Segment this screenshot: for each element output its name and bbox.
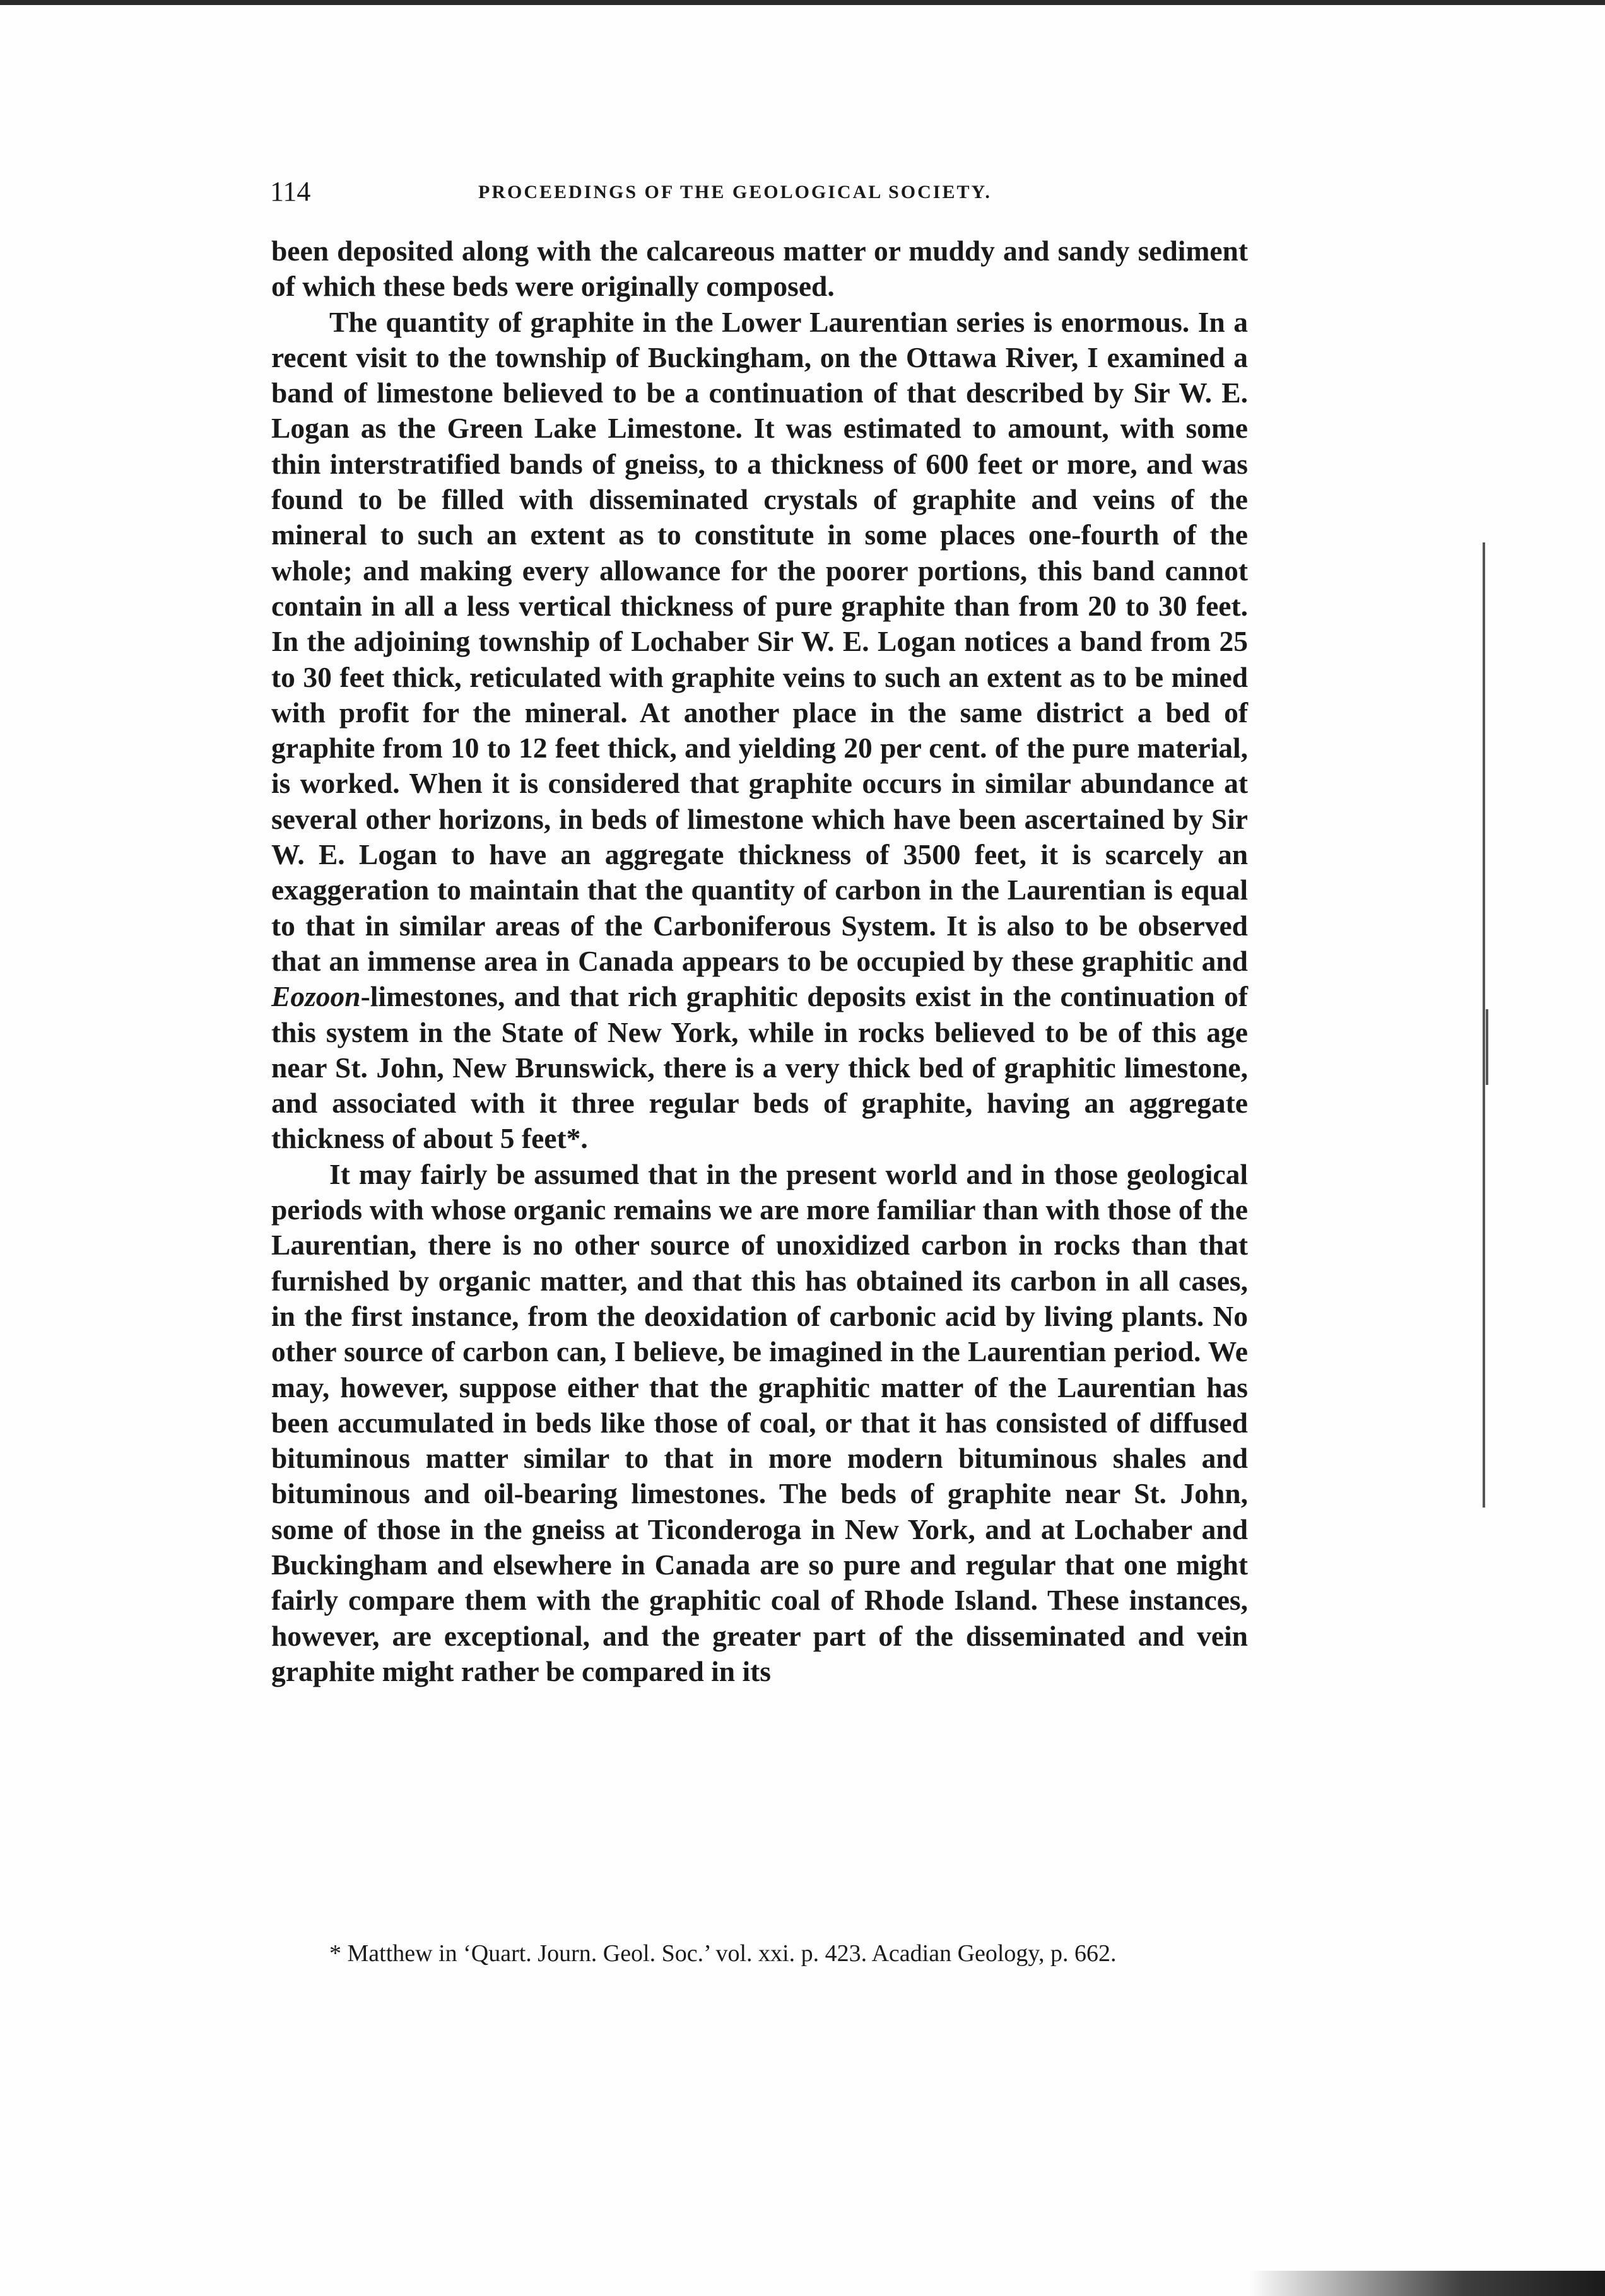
paragraph-2-part-2: -limestones, and that rich graphitic deposits exist in the continuation of this system in the State of New York, while in rocks believed to be of this age near St. John, New Brunswick, there is a very thick bed of graphitic limestone, and associated with it three regular beds of graphite, having an aggregate thickness of about 5 feet*. bbox=[271, 980, 1248, 1155]
page-number: 114 bbox=[270, 176, 311, 207]
paragraph-2-italic-term: Eozoon bbox=[271, 980, 361, 1013]
footnote-text: * Matthew in ‘Quart. Journ. Geol. Soc.’ vol. xxi. p. 423. Acadian Geology, p. 662. bbox=[329, 1940, 1117, 1967]
margin-pencil-mark-secondary bbox=[1486, 1009, 1488, 1085]
margin-pencil-mark bbox=[1483, 542, 1485, 1508]
paragraph-3: It may fairly be assumed that in the present world and in those geological periods with whose organic remains we are more familiar than with those of the Laurentian, there is no other source of unoxidized carbon in rocks than that furnished by organic matter, and that this has obtained its carbon in all cases, in the first instance, from the deoxidation of carbonic acid by living plants. No other source of carbon can, I believe, be imagined in the Laurentian period. We may, however, suppose either that the graphitic matter of the Laurentian has been accumulated in beds like those of coal, or that it has consisted of diffused bituminous matter similar to that in more modern bituminous shales and bituminous and oil-bearing limestones. The beds of graphite near St. John, some of those in the gneiss at Ticonderoga in New York, and at Lochaber and Buckingham and elsewhere in Canada are so pure and regular that one might fairly compare them with the graphitic coal of Rhode Island. These instances, however, are exceptional, and the greater part of the disseminated and vein graphite might rather be compared in its bbox=[271, 1157, 1248, 1687]
footnote bbox=[271, 1938, 1255, 1969]
page-header bbox=[270, 175, 1254, 213]
paragraph-2-part-1: The quantity of graphite in the Lower Laurentian series is enormous. In a recent visit to the township of Buckingham, on the Ottawa River, I examined a band of limestone believed to be a continuation of that described by Sir W. E. Logan as the Green Lake Limestone. It was estimated to amount, with some thin interstratified bands of gneiss, to a thickness of 600 feet or more, and was found to be filled with disseminated crystals of graphite and veins of the mineral to such an extent as to constitute in some places one-fourth of the whole; and making every allowance for the poorer portions, this band cannot contain in all a less vertical thickness of pure graphite than from 20 to 30 feet. In the adjoining township of Lochaber Sir W. E. Logan notices a band from 25 to 30 feet thick, reticulated with graphite veins to such an extent as to be mined with profit for the mineral. At another place in the same district a bed of graphite from 10 to 12 feet thick, and yielding 20 per cent. of the pure material, is worked. When it is considered that graphite occurs in similar abundance at several other horizons, in beds of limestone which have been ascertained by Sir W. E. Logan to have an aggregate thickness of 3500 feet, it is scarcely an exaggeration to maintain that the quantity of carbon in the Laurentian is equal to that in similar areas of the Carboniferous System. It is also to be observed that an immense area in Canada appears to be occupied by these graphitic and bbox=[271, 305, 1248, 977]
running-head: PROCEEDINGS OF THE GEOLOGICAL SOCIETY. bbox=[478, 182, 992, 202]
paragraph-2 bbox=[271, 305, 1248, 1157]
scan-bottom-edge bbox=[1249, 2271, 1605, 2296]
body-text bbox=[271, 233, 1248, 1689]
paragraph-1: been deposited along with the calcareous matter or muddy and sandy sediment of which these beds were originally composed. bbox=[271, 235, 1248, 303]
scan-top-edge bbox=[0, 0, 1605, 5]
